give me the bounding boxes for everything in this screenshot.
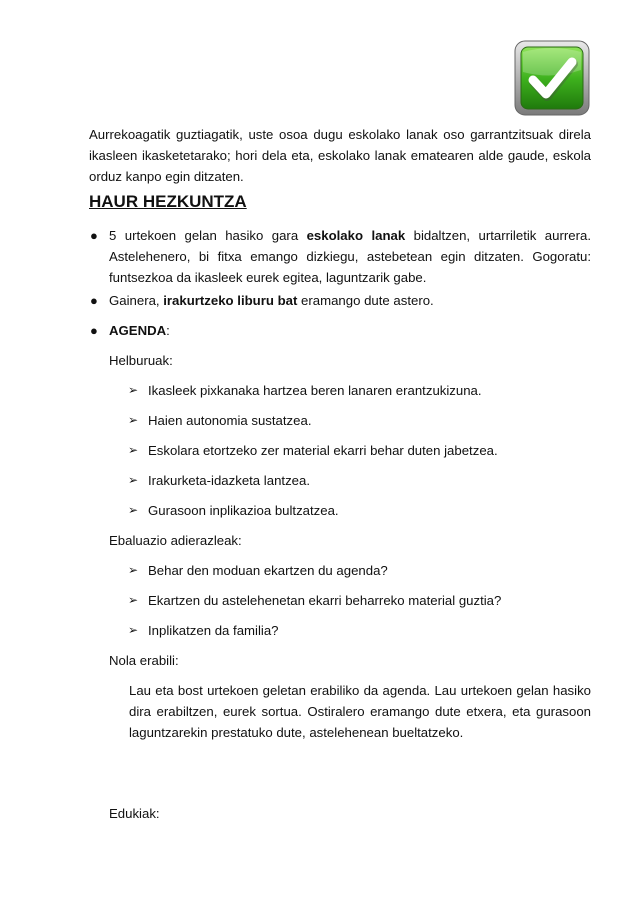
bullet-item <box>109 320 591 341</box>
bullet-dot-icon: ● <box>90 323 98 338</box>
goal-item: Ikasleek pixkanaka hartzea beren lanaren erantzukizuna. <box>148 383 482 398</box>
howto-label: Nola erabili: <box>109 653 179 668</box>
bullet-text-bold: irakurtzeko liburu bat <box>163 293 298 308</box>
arrow-bullet-icon: ➢ <box>128 503 139 517</box>
arrow-bullet-icon: ➢ <box>128 593 139 607</box>
arrow-bullet-icon: ➢ <box>128 623 139 637</box>
bullet-item <box>109 290 591 311</box>
arrow-bullet-icon: ➢ <box>128 413 139 427</box>
checkmark-icon <box>514 40 590 116</box>
eval-item: Inplikatzen da familia? <box>148 623 279 638</box>
goal-item: Eskolara etortzeko zer material ekarri behar duten jabetzea. <box>148 443 498 458</box>
bullet-text-pre: 5 urtekoen gelan hasiko gara <box>109 228 307 243</box>
bullet-text-bold: AGENDA <box>109 323 167 338</box>
goal-item: Gurasoon inplikazioa bultzatzea. <box>148 503 339 518</box>
goals-label: Helburuak: <box>109 353 173 368</box>
eval-item: Behar den moduan ekartzen du agenda? <box>148 563 388 578</box>
eval-label: Ebaluazio adierazleak: <box>109 533 242 548</box>
goal-item: Irakurketa-idazketa lantzea. <box>148 473 310 488</box>
arrow-bullet-icon: ➢ <box>128 383 139 397</box>
bullet-text-post: : <box>166 323 170 338</box>
bullet-text-bold: eskolako lanak <box>306 228 406 243</box>
eval-item: Ekartzen du astelehenetan ekarri beharreko material guztia? <box>148 593 502 608</box>
bullet-item <box>109 225 591 288</box>
howto-paragraph: Lau eta bost urtekoen geletan erabiliko da agenda. Lau urtekoen gelan hasiko dira erabiltzen, eurek sortua. Ostiralero eramango dute etxera, eta gurasoon laguntzarekin prestatuko dute, astelehenean bueltatzeko. <box>129 683 591 740</box>
arrow-bullet-icon: ➢ <box>128 563 139 577</box>
bullet-text-post: bidaltzen, urtarriletik aurrera. Astelehenero, bi fitxa emango dizkiegu, astebetean egin ditzaten. Gogoratu: funtsezkoa da ikasleek eurek egitea, laguntzarik gabe. <box>109 228 591 285</box>
intro-paragraph: Aurrekoagatik guztiagatik, uste osoa dugu eskolako lanak oso garrantzitsuak direla ikasleen ikasketetarako; hori dela eta, eskolako lanak ematearen alde gaude, eskola orduz kanpo egin ditzaten. <box>89 127 591 184</box>
arrow-bullet-icon: ➢ <box>128 443 139 457</box>
goal-item: Haien autonomia sustatzea. <box>148 413 312 428</box>
bullet-dot-icon: ● <box>90 228 98 243</box>
arrow-bullet-icon: ➢ <box>128 473 139 487</box>
bullet-dot-icon: ● <box>90 293 98 308</box>
contents-label: Edukiak: <box>109 806 160 821</box>
section-heading: HAUR HEZKUNTZA <box>89 192 247 211</box>
bullet-text-post: eramango dute astero. <box>297 293 434 308</box>
bullet-text-pre: Gainera, <box>109 293 164 308</box>
